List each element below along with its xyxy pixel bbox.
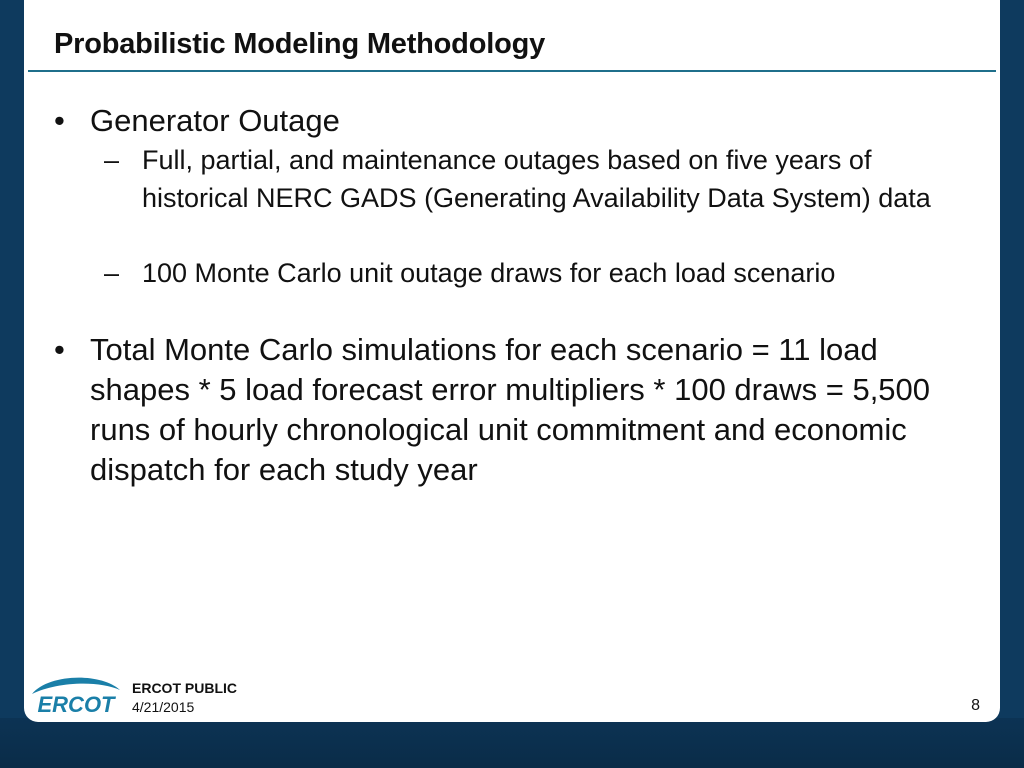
logo-text: ERCOT [37, 692, 115, 717]
slide-title: Probabilistic Modeling Methodology [54, 28, 546, 60]
classification-label: ERCOT PUBLIC [132, 680, 237, 696]
subbullet-monte-carlo-draws [104, 254, 968, 292]
page-number: 8 [971, 697, 980, 714]
dash-icon: – [104, 145, 120, 175]
subbullet-outages [104, 141, 968, 217]
bullet-icon: • [54, 332, 65, 367]
frame-bottom-band [0, 718, 1024, 768]
bullet-generator-outage [54, 101, 972, 141]
dash-icon: – [104, 258, 120, 288]
bullet-text: Total Monte Carlo simulations for each scenario = 11 load shapes * 5 load forecast error multipliers * 100 draws = 5,500 runs of hourly chronological unit commitment and economic dispatch for each study year [90, 332, 931, 487]
slide [24, 0, 1000, 722]
title-divider [28, 70, 996, 72]
footer-date: 4/21/2015 [132, 699, 195, 715]
ercot-logo [30, 672, 122, 718]
bullet-text: Generator Outage [90, 103, 340, 138]
bullet-total-simulations [54, 330, 972, 490]
subbullet-text: 100 Monte Carlo unit outage draws for each load scenario [142, 258, 836, 288]
subbullet-text: Full, partial, and maintenance outages based on five years of historical NERC GADS (Generating Availability Data System) data [142, 145, 931, 213]
bullet-icon: • [54, 103, 65, 138]
